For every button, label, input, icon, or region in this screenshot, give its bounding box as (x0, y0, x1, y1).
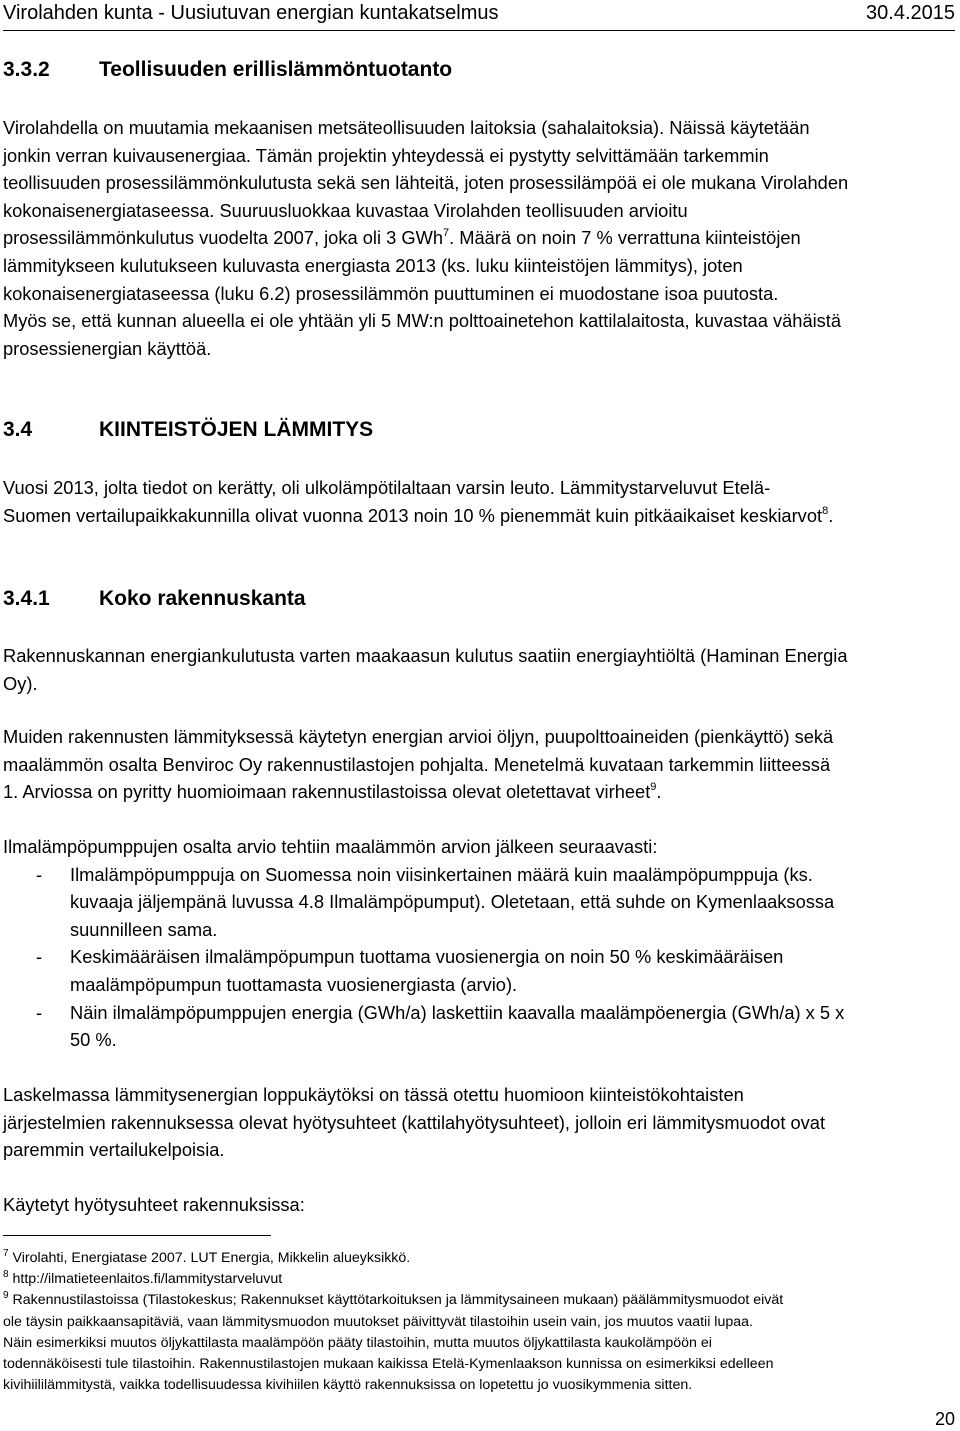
text-line: paremmin vertailukelpoisia. (3, 1139, 225, 1161)
text-line: lämmitykseen kulutukseen kuluvasta energiasta 2013 (ks. luku kiinteistöjen lämmitys), joten (3, 254, 743, 276)
footnote-number: 9 (3, 1290, 9, 1302)
list-item (3, 861, 955, 944)
section-number: 3.4.1 (3, 587, 50, 610)
paragraph-heat-pumps (3, 833, 955, 1054)
text-line: Ilmalämpöpumppuja on Suomessa noin viisinkertainen määrä kuin maalämpöpumppuja (ks. (70, 863, 813, 885)
footnote-line: ole täysin paikkaansapitäviä, vaan lämmitysmuodon muutokset päivittyvät tilastoihin usein vain, jos muutos vaatii lupaa. (3, 1313, 753, 1330)
section-title: Koko rakennuskanta (99, 587, 306, 610)
footnote-line: todennäköisesti tule tilastoihin. Rakennustilastojen mukaan kaikissa Etelä-Kymenlaakson kunnissa on esimerkiksi edelleen (3, 1356, 774, 1373)
text-line: Virolahdella on muutamia mekaanisen metsäteollisuuden laitoksia (sahalaitoksia). Näissä käytetään (3, 117, 810, 138)
text-fragment: prosessilämmönkulutus vuodelta 2007, joka oli 3 GWh (3, 227, 443, 249)
footnote-text: Virolahti, Energiatase 2007. LUT Energia, Mikkelin alueyksikkö. (12, 1250, 411, 1266)
footnote-ref-7: 7 (443, 227, 450, 240)
text-line: kokonaisenergiataseessa. Suuruusluokkaa kuvastaa Virolahden teollisuuden arvioitu (3, 199, 688, 221)
paragraph-gas (3, 642, 955, 697)
text-line: Oy). (3, 672, 38, 694)
section-heading-3-3-2 (3, 56, 452, 84)
text-fragment: . Määrä on noin 7 % verrattuna kiinteistöjen (449, 227, 801, 249)
text-line: kuvaaja jäljempänä luvussa 4.8 Ilmalämpöpumput). Oletetaan, että suhde on Kymenlaaksossa (70, 891, 835, 913)
text-fragment: . (828, 504, 834, 526)
text-line: maalämmön osalta Benviroc Oy rakennustilastojen pohjalta. Menetelmä kuvataan tarkemmin liitteessä (3, 753, 831, 775)
footnote-ref-9: 9 (650, 781, 657, 794)
footnote-number: 7 (3, 1248, 9, 1259)
section-heading-3-4 (3, 416, 373, 444)
section-title: Teollisuuden erillislämmöntuotanto (99, 58, 453, 81)
list-item (3, 943, 955, 998)
text-line: Laskelmassa lämmitysenergian loppukäytöksi on tässä otettu huomioon kiinteistökohtaisten (3, 1084, 744, 1105)
text-fragment: 1. Arviossa on pyritty huomioimaan rakennustilastoissa olevat oletettavat virheet (3, 781, 651, 803)
text-line: Ilmalämpöpumppujen osalta arvio tehtiin maalämmön arvion jälkeen seuraavasti: (3, 836, 658, 857)
text-line: Keskimääräisen ilmalämpöpumpun tuottama vuosienergia on noin 50 % keskimääräisen (70, 946, 784, 968)
footnote-ref-8: 8 (822, 504, 829, 517)
text-line (3, 502, 955, 530)
text-line (3, 224, 955, 252)
bullet-mark: - (36, 1001, 43, 1023)
text-line: Käytetyt hyötysuhteet rakennuksissa: (3, 1194, 305, 1215)
text-line (3, 778, 955, 806)
footnote-line: Näin esimerkiksi muutos öljykattilasta maalämpöön pääty tilastoihin, mutta muutos öljykattilasta kaukolämpöön ei (3, 1334, 712, 1351)
section-heading-3-4-1 (3, 585, 306, 613)
paragraph-heating-year (3, 474, 955, 529)
text-line: teollisuuden prosessilämmönkulutusta sekä sen lähteitä, joten prosessilämpöä ei ole mukana Virolahden (3, 172, 849, 194)
section-number: 3.4 (3, 418, 33, 441)
text-fragment: . (656, 781, 662, 803)
footnote-line (3, 1290, 958, 1311)
document-date: 30.4.2015 (866, 2, 955, 24)
bullet-mark: - (36, 863, 43, 885)
paragraph-other-buildings (3, 723, 955, 806)
footnote-link[interactable]: http://ilmatieteenlaitos.fi/lammitystarveluvut (12, 1271, 283, 1288)
text-line: prosessienergian käyttöä. (3, 337, 212, 359)
footnote-text: Rakennustilastoissa (Tilastokeskus; Rakennukset käyttötarkoituksen ja lämmitysaineen mukaan) päälämmitysmuodot eivät (12, 1292, 784, 1309)
text-line: Rakennuskannan energiankulutusta varten maakaasun kulutus saatiin energiayhtiöltä (Haminan Energia (3, 645, 848, 666)
footnote-divider (3, 1235, 271, 1236)
footnote-line: kivihiililämmitystä, vaikka todellisuudessa kivihiilen käyttö rakennuksissa on lopetettu jo vuosikymmenia sitten. (3, 1377, 693, 1394)
page-number: 20 (934, 1409, 955, 1429)
list-item (3, 999, 955, 1054)
text-line: suunnilleen sama. (70, 918, 218, 940)
text-line: kokonaisenergiataseessa (luku 6.2) prosessilämmön puuttuminen ei muodostane isoa puutosta. (3, 282, 779, 304)
text-line: Muiden rakennusten lämmityksessä käytetyn energian arvioi öljyn, puupolttoaineiden (pienkäyttö) sekä (3, 726, 834, 747)
text-line: 50 %. (70, 1029, 117, 1051)
footnote-9 (3, 1290, 958, 1396)
section-number: 3.3.2 (3, 58, 50, 81)
footnotes (3, 1248, 958, 1396)
text-line: järjestelmien rakennuksessa olevat hyötysuhteet (kattilahyötysuhteet), jolloin eri lämmitysmuodot ovat (3, 1111, 826, 1133)
paragraph-efficiencies (3, 1081, 955, 1164)
bullet-list (3, 861, 955, 1054)
text-fragment: Suomen vertailupaikkakunnilla olivat vuonna 2013 noin 10 % pienemmät kuin pitkäaikaiset keskiarvot (3, 504, 823, 526)
text-line: maalämpöpumpun tuottamasta vuosienergiasta (arvio). (70, 973, 518, 995)
text-line: Myös se, että kunnan alueella ei ole yhtään yli 5 MW:n polttoainetehon kattilalaitosta, kuvastaa vähäistä (3, 310, 842, 332)
text-line: Vuosi 2013, jolta tiedot on kerätty, oli ulkolämpötilaltaan varsin leuto. Lämmitystarveluvut Etelä- (3, 477, 771, 498)
bullet-mark: - (36, 946, 43, 968)
document-title: Virolahden kunta - Uusiutuvan energian kuntakatselmus (3, 2, 499, 24)
section-title: KIINTEISTÖJEN LÄMMITYS (99, 418, 374, 441)
footnote-number: 8 (3, 1269, 9, 1281)
paragraph-used-efficiencies (3, 1191, 955, 1219)
text-line: Näin ilmalämpöpumppujen energia (GWh/a) laskettiin kaavalla maalämpöenergia (GWh/a) x 5 x (70, 1001, 845, 1023)
paragraph-industry-heat (3, 114, 955, 362)
footnote-7 (3, 1248, 958, 1269)
footnote-8 (3, 1269, 958, 1290)
page-header (3, 0, 955, 31)
text-line: jonkin verran kuivausenergiaa. Tämän projektin yhteydessä ei pystytty selvittämään tarkemmin (3, 144, 769, 166)
